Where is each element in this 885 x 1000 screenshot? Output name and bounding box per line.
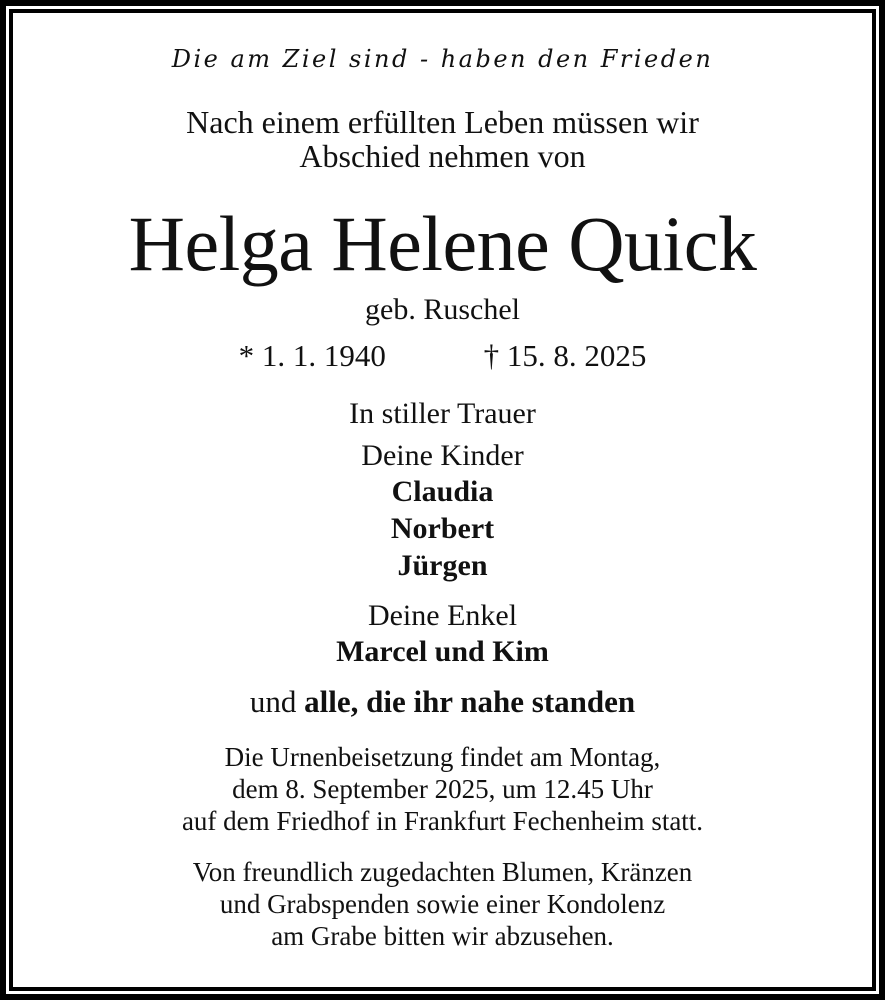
ceremony-line-1: Die Urnenbeisetzung findet am Montag, xyxy=(224,742,661,772)
request-line-2: und Grabspenden sowie einer Kondolenz xyxy=(219,889,666,919)
birth-date: * 1. 1. 1940 xyxy=(238,338,386,373)
others-prefix: und xyxy=(249,684,297,719)
ceremony-info xyxy=(13,741,872,837)
intro-line-2: Abschied nehmen von xyxy=(299,138,586,174)
grandchildren-names: Marcel und Kim xyxy=(336,635,549,668)
request-line-3: am Grabe bitten wir abzusehen. xyxy=(271,921,614,951)
others-text: alle, die ihr nahe standen xyxy=(304,684,636,719)
obituary-card xyxy=(13,13,872,987)
child-name: Claudia xyxy=(391,475,494,508)
motto: Die am Ziel sind - haben den Frieden xyxy=(171,45,714,73)
maiden-name: geb. Ruschel xyxy=(365,293,520,326)
intro-text xyxy=(13,105,872,173)
children-label: Deine Kinder xyxy=(361,439,524,472)
child-name: Norbert xyxy=(390,512,495,545)
others-line xyxy=(13,684,872,720)
ceremony-line-3: auf dem Friedhof in Frankfurt Fechenheim statt. xyxy=(181,806,704,836)
mourning-heading: In stiller Trauer xyxy=(349,397,536,430)
flower-request xyxy=(13,856,872,952)
ceremony-line-2: dem 8. September 2025, um 12.45 Uhr xyxy=(232,774,653,804)
deceased-name: Helga Helene Quick xyxy=(128,200,757,287)
intro-line-1: Nach einem erfüllten Leben müssen wir xyxy=(186,104,699,140)
life-dates xyxy=(13,338,872,374)
request-line-1: Von freundlich zugedachten Blumen, Kränzen xyxy=(192,857,693,887)
child-name: Jürgen xyxy=(397,549,488,582)
grandchildren-label: Deine Enkel xyxy=(367,599,518,632)
death-date: † 15. 8. 2025 xyxy=(483,338,647,373)
